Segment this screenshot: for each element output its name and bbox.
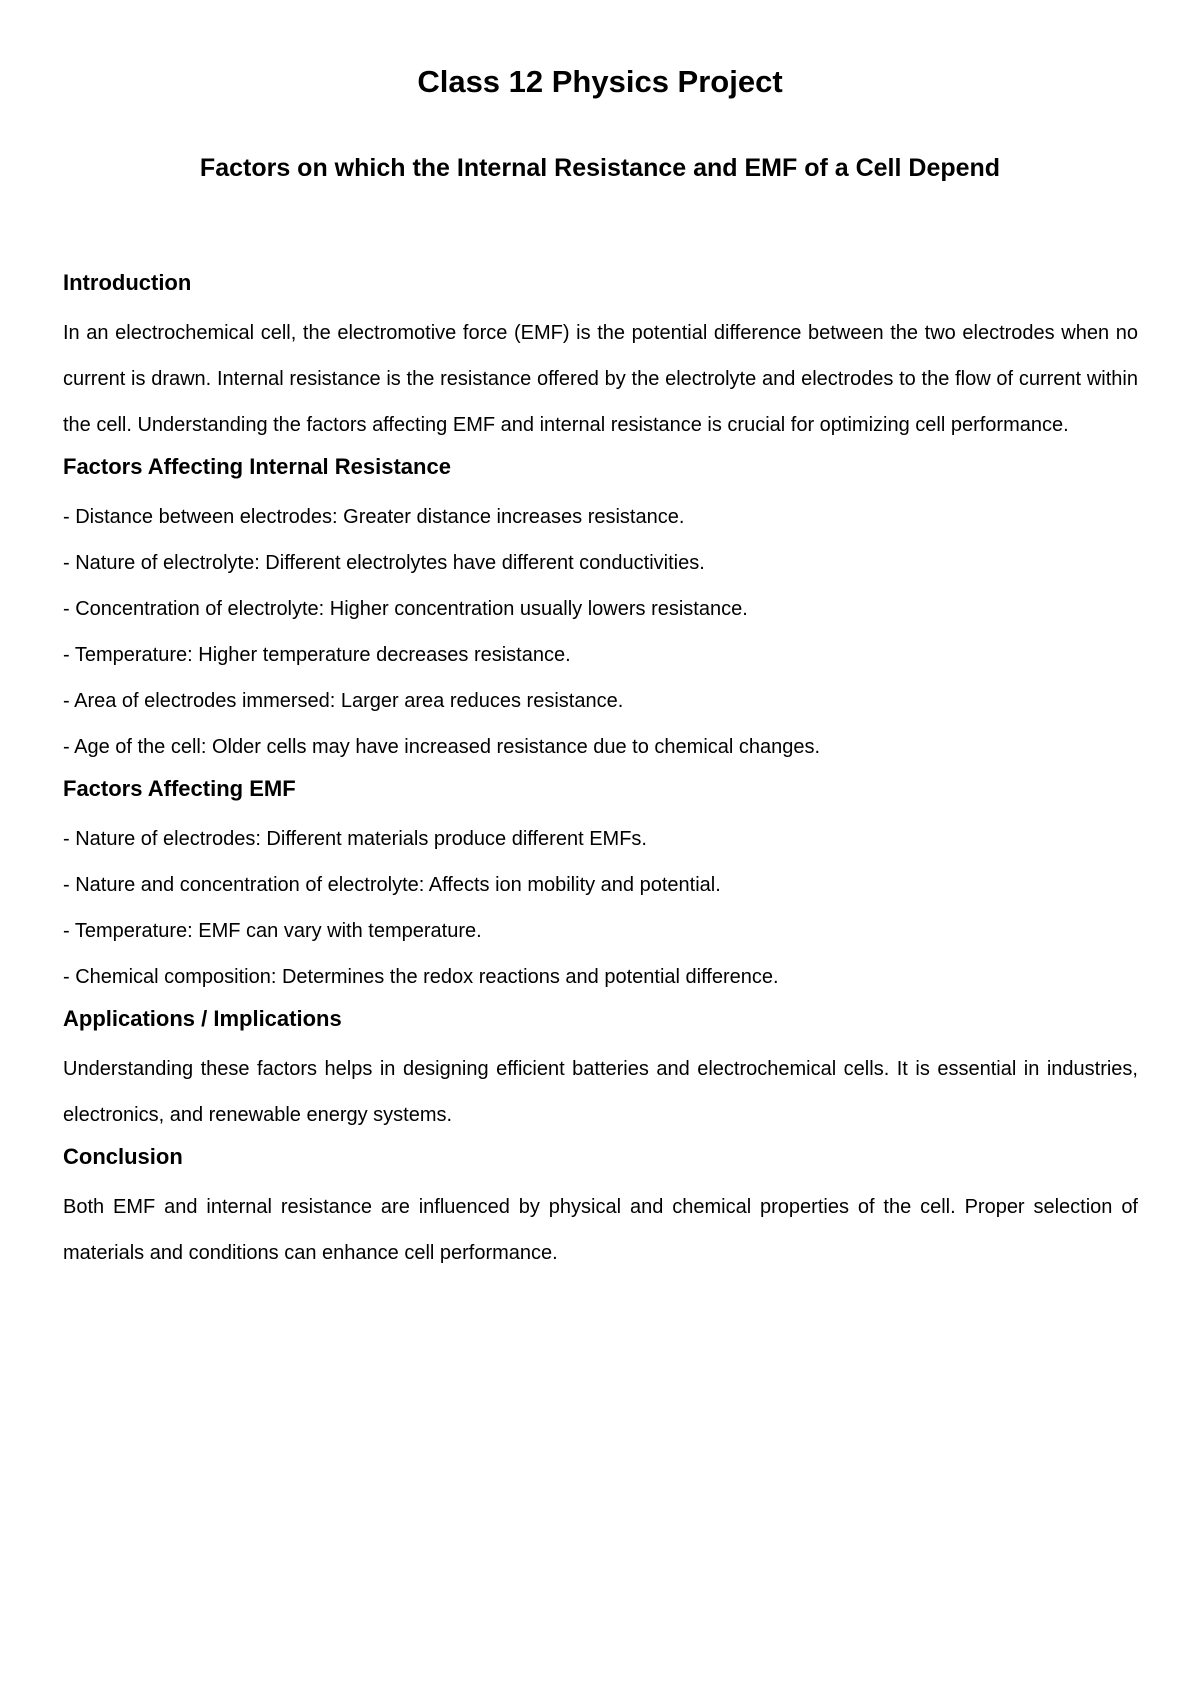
list-item: - Distance between electrodes: Greater distance increases resistance. (63, 506, 685, 528)
section-heading: Applications / Implications (63, 1006, 342, 1031)
section-heading: Introduction (63, 270, 192, 295)
section-applications (63, 1004, 1138, 1138)
section-emf (63, 774, 1138, 1000)
list-item: - Nature of electrolyte: Different electrolytes have different conductivities. (63, 552, 705, 574)
list-item: - Chemical composition: Determines the redox reactions and potential difference. (63, 966, 779, 988)
document-title: Class 12 Physics Project (417, 64, 783, 99)
list-item: - Temperature: Higher temperature decreases resistance. (63, 644, 571, 666)
section-introduction (63, 268, 1138, 448)
section-paragraph: Understanding these factors helps in designing efficient batteries and electrochemical cells. It is essential in industries, electronics, and renewable energy systems. (63, 1058, 1138, 1126)
list-item: - Temperature: EMF can vary with temperature. (63, 920, 482, 942)
section-paragraph: Both EMF and internal resistance are influenced by physical and chemical properties of the cell. Proper selection of materials and conditions can enhance cell performance. (63, 1196, 1138, 1264)
list-item: - Concentration of electrolyte: Higher concentration usually lowers resistance. (63, 598, 748, 620)
section-heading: Factors Affecting Internal Resistance (63, 454, 451, 479)
section-heading: Conclusion (63, 1144, 183, 1169)
list-item: - Nature and concentration of electrolyte: Affects ion mobility and potential. (63, 874, 721, 896)
factor-list (63, 494, 1138, 770)
section-paragraph: In an electrochemical cell, the electromotive force (EMF) is the potential difference between the two electrodes when no current is drawn. Internal resistance is the resistance offered by the electrolyte and electrodes to the flow of current within the cell. Understanding the factors affecting EMF and internal resistance is crucial for optimizing cell performance. (63, 322, 1138, 436)
list-item: - Age of the cell: Older cells may have increased resistance due to chemical changes. (63, 736, 821, 758)
document-body (63, 268, 1138, 1280)
section-internal-resistance (63, 452, 1138, 770)
section-conclusion (63, 1142, 1138, 1276)
document-subtitle: Factors on which the Internal Resistance and EMF of a Cell Depend (199, 154, 1001, 182)
section-heading: Factors Affecting EMF (63, 776, 296, 801)
factor-list (63, 816, 1138, 1000)
list-item: - Nature of electrodes: Different materials produce different EMFs. (63, 828, 647, 850)
list-item: - Area of electrodes immersed: Larger area reduces resistance. (63, 690, 624, 712)
